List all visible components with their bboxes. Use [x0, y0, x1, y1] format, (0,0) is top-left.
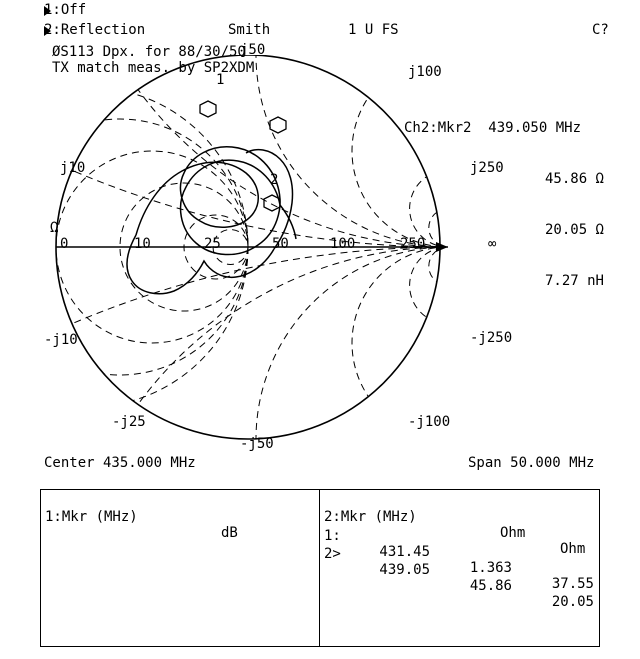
row-value-1: 1.363	[469, 560, 512, 576]
marker-table-1-header	[45, 493, 315, 557]
label-minus-j50: -j50	[240, 436, 274, 452]
label-r100: 100	[330, 236, 356, 252]
marker-readout-line1: Ch2:Mkr2 439.050 MHz	[404, 120, 582, 136]
format-label[interactable]: Smith	[228, 22, 271, 38]
label-r10: 10	[134, 236, 151, 252]
label-r50: 50	[272, 236, 289, 252]
table2-col-ohm-2: Ohm	[560, 541, 586, 557]
label-minus-j100: -j100	[408, 414, 451, 430]
smith-trace	[127, 147, 296, 294]
row-label: 2>	[324, 546, 341, 562]
trace2-status[interactable]: 2:Reflection	[44, 22, 146, 38]
row-freq: 431.45	[379, 544, 430, 560]
title-line-2: TX match meas. by SP2XDM	[52, 60, 255, 76]
marker-table-1	[41, 490, 320, 646]
row-value-1: 45.86	[469, 578, 512, 594]
center-frequency-label[interactable]: Center 435.000 MHz	[44, 455, 196, 471]
marker-active-symbol-icon	[264, 195, 280, 211]
row-label: 1:	[324, 528, 341, 544]
marker-tables	[40, 489, 600, 647]
label-minus-j25: -j25	[112, 414, 146, 430]
scale-label[interactable]: 1 U FS	[348, 22, 399, 38]
title-line-1: ØS113 Dpx. for 88/30/50	[52, 44, 246, 60]
marker-2-symbol-icon	[270, 117, 286, 133]
marker-1-label: 1	[216, 72, 225, 88]
label-j10: j10	[60, 160, 86, 176]
label-r250: 250	[400, 236, 426, 252]
marker-readout-line3: 20.05 Ω	[544, 222, 604, 238]
smith-chart-plot[interactable]	[40, 55, 560, 455]
label-j250: j250	[470, 160, 504, 176]
row-freq: 439.05	[379, 562, 430, 578]
label-r25: 25	[204, 236, 221, 252]
span-label[interactable]: Span 50.000 MHz	[468, 455, 595, 471]
label-r0: 0	[60, 236, 69, 252]
marker-readout-line2: 45.86 Ω	[544, 171, 604, 187]
marker-symbols	[200, 101, 286, 211]
label-omega: Ω	[50, 220, 59, 236]
marker-1-symbol-icon	[200, 101, 216, 117]
row-value-2: 20.05	[551, 594, 594, 610]
marker-2-label: 2	[270, 172, 279, 188]
table1-col-freq: 1:Mkr (MHz)	[45, 509, 138, 525]
table2-col-ohm-1: Ohm	[500, 525, 526, 541]
row-value-2: 37.55	[551, 576, 594, 592]
label-minus-j250: -j250	[470, 330, 513, 346]
table1-col-db: dB	[221, 525, 238, 541]
marker-readout-line4: 7.27 nH	[544, 273, 604, 289]
table2-col-freq: 2:Mkr (MHz)	[324, 509, 417, 525]
label-j100: j100	[408, 64, 442, 80]
trace1-status[interactable]: 1:Off	[44, 2, 87, 18]
correction-label[interactable]: C?	[592, 22, 609, 38]
marker-table-2	[320, 490, 599, 646]
smith-grid	[40, 55, 560, 455]
label-r-infinity: ∞	[488, 236, 497, 252]
label-j50: j50	[240, 42, 266, 58]
label-minus-j10: -j10	[44, 332, 78, 348]
